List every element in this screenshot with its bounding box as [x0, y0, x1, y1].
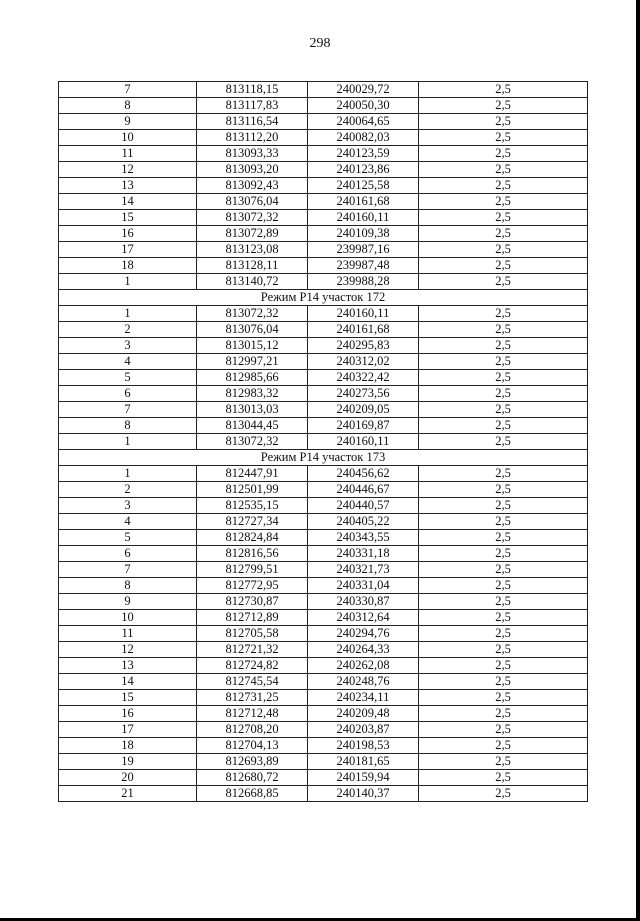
x-coordinate-cell: 812745,54	[197, 674, 308, 690]
y-coordinate-cell: 240312,64	[308, 610, 419, 626]
point-number-cell: 1	[59, 306, 197, 322]
point-number-cell: 6	[59, 386, 197, 402]
table-row	[59, 178, 588, 194]
y-coordinate-cell: 240159,94	[308, 770, 419, 786]
value-cell: 2,5	[419, 258, 588, 274]
y-coordinate-cell: 240294,76	[308, 626, 419, 642]
table-row	[59, 674, 588, 690]
x-coordinate-cell: 813072,32	[197, 306, 308, 322]
table-row	[59, 514, 588, 530]
x-coordinate-cell: 813076,04	[197, 194, 308, 210]
point-number-cell: 3	[59, 498, 197, 514]
x-coordinate-cell: 813076,04	[197, 322, 308, 338]
point-number-cell: 18	[59, 738, 197, 754]
table-row	[59, 258, 588, 274]
point-number-cell: 8	[59, 98, 197, 114]
table-row	[59, 498, 588, 514]
point-number-cell: 3	[59, 338, 197, 354]
coordinates-table	[58, 81, 588, 802]
table-row	[59, 242, 588, 258]
table-row	[59, 418, 588, 434]
y-coordinate-cell: 240262,08	[308, 658, 419, 674]
y-coordinate-cell: 240082,03	[308, 130, 419, 146]
point-number-cell: 16	[59, 706, 197, 722]
table-row	[59, 754, 588, 770]
point-number-cell: 11	[59, 146, 197, 162]
y-coordinate-cell: 240161,68	[308, 194, 419, 210]
point-number-cell: 9	[59, 594, 197, 610]
y-coordinate-cell: 240273,56	[308, 386, 419, 402]
value-cell: 2,5	[419, 242, 588, 258]
table-row	[59, 274, 588, 290]
table-row	[59, 194, 588, 210]
value-cell: 2,5	[419, 594, 588, 610]
point-number-cell: 9	[59, 114, 197, 130]
table-row	[59, 322, 588, 338]
value-cell: 2,5	[419, 338, 588, 354]
x-coordinate-cell: 812727,34	[197, 514, 308, 530]
y-coordinate-cell: 240295,83	[308, 338, 419, 354]
table-row	[59, 434, 588, 450]
x-coordinate-cell: 812680,72	[197, 770, 308, 786]
y-coordinate-cell: 240322,42	[308, 370, 419, 386]
x-coordinate-cell: 813093,20	[197, 162, 308, 178]
table-row	[59, 706, 588, 722]
section-header-row	[59, 290, 588, 306]
point-number-cell: 20	[59, 770, 197, 786]
table-row	[59, 338, 588, 354]
x-coordinate-cell: 813093,33	[197, 146, 308, 162]
table-row	[59, 562, 588, 578]
point-number-cell: 2	[59, 322, 197, 338]
value-cell: 2,5	[419, 674, 588, 690]
table-row	[59, 306, 588, 322]
page-number: 298	[309, 36, 331, 51]
x-coordinate-cell: 812721,32	[197, 642, 308, 658]
y-coordinate-cell: 240456,62	[308, 466, 419, 482]
point-number-cell: 8	[59, 578, 197, 594]
x-coordinate-cell: 813072,89	[197, 226, 308, 242]
table-row	[59, 658, 588, 674]
point-number-cell: 5	[59, 370, 197, 386]
y-coordinate-cell: 239987,16	[308, 242, 419, 258]
x-coordinate-cell: 812730,87	[197, 594, 308, 610]
y-coordinate-cell: 240109,38	[308, 226, 419, 242]
point-number-cell: 17	[59, 722, 197, 738]
point-number-cell: 15	[59, 210, 197, 226]
x-coordinate-cell: 812731,25	[197, 690, 308, 706]
y-coordinate-cell: 240209,05	[308, 402, 419, 418]
section-title: Режим Р14 участок 172	[59, 290, 588, 306]
x-coordinate-cell: 812983,32	[197, 386, 308, 402]
point-number-cell: 4	[59, 354, 197, 370]
table-row	[59, 402, 588, 418]
table-row	[59, 786, 588, 802]
y-coordinate-cell: 240440,57	[308, 498, 419, 514]
y-coordinate-cell: 240050,30	[308, 98, 419, 114]
x-coordinate-cell: 812705,58	[197, 626, 308, 642]
table-row	[59, 594, 588, 610]
table-row	[59, 114, 588, 130]
y-coordinate-cell: 240264,33	[308, 642, 419, 658]
point-number-cell: 10	[59, 610, 197, 626]
x-coordinate-cell: 812985,66	[197, 370, 308, 386]
y-coordinate-cell: 240209,48	[308, 706, 419, 722]
section-title: Режим Р14 участок 173	[59, 450, 588, 466]
value-cell: 2,5	[419, 194, 588, 210]
value-cell: 2,5	[419, 610, 588, 626]
y-coordinate-cell: 240331,04	[308, 578, 419, 594]
y-coordinate-cell: 240140,37	[308, 786, 419, 802]
y-coordinate-cell: 240169,87	[308, 418, 419, 434]
x-coordinate-cell: 812772,95	[197, 578, 308, 594]
point-number-cell: 17	[59, 242, 197, 258]
point-number-cell: 14	[59, 674, 197, 690]
x-coordinate-cell: 812997,21	[197, 354, 308, 370]
value-cell: 2,5	[419, 498, 588, 514]
value-cell: 2,5	[419, 562, 588, 578]
y-coordinate-cell: 239987,48	[308, 258, 419, 274]
x-coordinate-cell: 813072,32	[197, 434, 308, 450]
value-cell: 2,5	[419, 402, 588, 418]
value-cell: 2,5	[419, 130, 588, 146]
value-cell: 2,5	[419, 706, 588, 722]
table-row	[59, 370, 588, 386]
point-number-cell: 7	[59, 562, 197, 578]
y-coordinate-cell: 240446,67	[308, 482, 419, 498]
y-coordinate-cell: 240123,86	[308, 162, 419, 178]
table-row	[59, 386, 588, 402]
point-number-cell: 6	[59, 546, 197, 562]
point-number-cell: 1	[59, 466, 197, 482]
value-cell: 2,5	[419, 210, 588, 226]
value-cell: 2,5	[419, 466, 588, 482]
value-cell: 2,5	[419, 98, 588, 114]
coordinates-table-body	[59, 82, 588, 802]
table-row	[59, 578, 588, 594]
value-cell: 2,5	[419, 546, 588, 562]
x-coordinate-cell: 813072,32	[197, 210, 308, 226]
value-cell: 2,5	[419, 514, 588, 530]
value-cell: 2,5	[419, 82, 588, 98]
value-cell: 2,5	[419, 322, 588, 338]
point-number-cell: 19	[59, 754, 197, 770]
table-row	[59, 482, 588, 498]
y-coordinate-cell: 240161,68	[308, 322, 419, 338]
x-coordinate-cell: 812824,84	[197, 530, 308, 546]
x-coordinate-cell: 813116,54	[197, 114, 308, 130]
value-cell: 2,5	[419, 482, 588, 498]
x-coordinate-cell: 812708,20	[197, 722, 308, 738]
value-cell: 2,5	[419, 770, 588, 786]
point-number-cell: 12	[59, 642, 197, 658]
y-coordinate-cell: 240321,73	[308, 562, 419, 578]
point-number-cell: 1	[59, 274, 197, 290]
x-coordinate-cell: 813117,83	[197, 98, 308, 114]
value-cell: 2,5	[419, 754, 588, 770]
value-cell: 2,5	[419, 418, 588, 434]
y-coordinate-cell: 240405,22	[308, 514, 419, 530]
x-coordinate-cell: 812712,89	[197, 610, 308, 626]
point-number-cell: 4	[59, 514, 197, 530]
y-coordinate-cell: 240198,53	[308, 738, 419, 754]
value-cell: 2,5	[419, 114, 588, 130]
table-row	[59, 626, 588, 642]
table-row	[59, 546, 588, 562]
x-coordinate-cell: 813015,12	[197, 338, 308, 354]
value-cell: 2,5	[419, 690, 588, 706]
point-number-cell: 8	[59, 418, 197, 434]
x-coordinate-cell: 813123,08	[197, 242, 308, 258]
x-coordinate-cell: 812501,99	[197, 482, 308, 498]
y-coordinate-cell: 240160,11	[308, 210, 419, 226]
value-cell: 2,5	[419, 306, 588, 322]
table-row	[59, 210, 588, 226]
value-cell: 2,5	[419, 658, 588, 674]
point-number-cell: 10	[59, 130, 197, 146]
x-coordinate-cell: 812704,13	[197, 738, 308, 754]
x-coordinate-cell: 813044,45	[197, 418, 308, 434]
value-cell: 2,5	[419, 354, 588, 370]
table-row	[59, 162, 588, 178]
y-coordinate-cell: 240029,72	[308, 82, 419, 98]
x-coordinate-cell: 813013,03	[197, 402, 308, 418]
x-coordinate-cell: 812693,89	[197, 754, 308, 770]
y-coordinate-cell: 240203,87	[308, 722, 419, 738]
table-row	[59, 130, 588, 146]
y-coordinate-cell: 240125,58	[308, 178, 419, 194]
x-coordinate-cell: 812712,48	[197, 706, 308, 722]
value-cell: 2,5	[419, 578, 588, 594]
y-coordinate-cell: 240160,11	[308, 306, 419, 322]
value-cell: 2,5	[419, 226, 588, 242]
y-coordinate-cell: 240160,11	[308, 434, 419, 450]
value-cell: 2,5	[419, 722, 588, 738]
point-number-cell: 7	[59, 82, 197, 98]
value-cell: 2,5	[419, 178, 588, 194]
point-number-cell: 13	[59, 178, 197, 194]
section-header-row	[59, 450, 588, 466]
table-row	[59, 690, 588, 706]
point-number-cell: 11	[59, 626, 197, 642]
x-coordinate-cell: 813118,15	[197, 82, 308, 98]
table-row	[59, 642, 588, 658]
table-row	[59, 610, 588, 626]
y-coordinate-cell: 240064,65	[308, 114, 419, 130]
point-number-cell: 2	[59, 482, 197, 498]
y-coordinate-cell: 240330,87	[308, 594, 419, 610]
value-cell: 2,5	[419, 370, 588, 386]
scan-border-right	[636, 0, 640, 921]
y-coordinate-cell: 240234,11	[308, 690, 419, 706]
point-number-cell: 16	[59, 226, 197, 242]
value-cell: 2,5	[419, 434, 588, 450]
point-number-cell: 21	[59, 786, 197, 802]
table-row	[59, 82, 588, 98]
table-row	[59, 226, 588, 242]
y-coordinate-cell: 239988,28	[308, 274, 419, 290]
table-row	[59, 738, 588, 754]
x-coordinate-cell: 813092,43	[197, 178, 308, 194]
x-coordinate-cell: 813140,72	[197, 274, 308, 290]
y-coordinate-cell: 240312,02	[308, 354, 419, 370]
point-number-cell: 12	[59, 162, 197, 178]
x-coordinate-cell: 813112,20	[197, 130, 308, 146]
y-coordinate-cell: 240248,76	[308, 674, 419, 690]
point-number-cell: 14	[59, 194, 197, 210]
table-row	[59, 722, 588, 738]
table-row	[59, 98, 588, 114]
table-row	[59, 466, 588, 482]
value-cell: 2,5	[419, 738, 588, 754]
x-coordinate-cell: 812724,82	[197, 658, 308, 674]
y-coordinate-cell: 240181,65	[308, 754, 419, 770]
x-coordinate-cell: 813128,11	[197, 258, 308, 274]
value-cell: 2,5	[419, 386, 588, 402]
x-coordinate-cell: 812816,56	[197, 546, 308, 562]
value-cell: 2,5	[419, 642, 588, 658]
point-number-cell: 18	[59, 258, 197, 274]
x-coordinate-cell: 812535,15	[197, 498, 308, 514]
table-row	[59, 530, 588, 546]
point-number-cell: 13	[59, 658, 197, 674]
point-number-cell: 15	[59, 690, 197, 706]
value-cell: 2,5	[419, 786, 588, 802]
value-cell: 2,5	[419, 162, 588, 178]
y-coordinate-cell: 240343,55	[308, 530, 419, 546]
y-coordinate-cell: 240331,18	[308, 546, 419, 562]
x-coordinate-cell: 812447,91	[197, 466, 308, 482]
x-coordinate-cell: 812668,85	[197, 786, 308, 802]
point-number-cell: 5	[59, 530, 197, 546]
point-number-cell: 1	[59, 434, 197, 450]
y-coordinate-cell: 240123,59	[308, 146, 419, 162]
table-row	[59, 146, 588, 162]
x-coordinate-cell: 812799,51	[197, 562, 308, 578]
value-cell: 2,5	[419, 530, 588, 546]
table-row	[59, 354, 588, 370]
point-number-cell: 7	[59, 402, 197, 418]
value-cell: 2,5	[419, 146, 588, 162]
value-cell: 2,5	[419, 274, 588, 290]
table-row	[59, 770, 588, 786]
value-cell: 2,5	[419, 626, 588, 642]
